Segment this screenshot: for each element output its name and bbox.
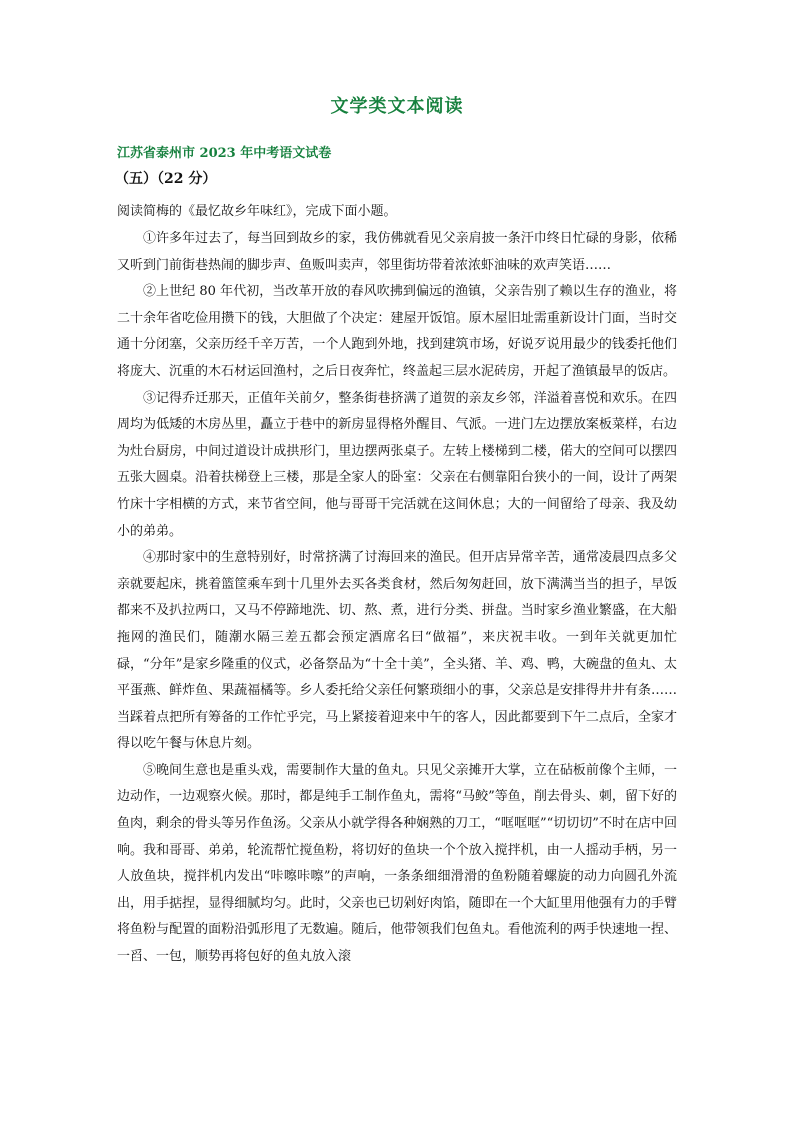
paragraph-3: ③记得乔迁那天，正值年关前夕，整条街巷挤满了道贺的亲友乡邻，洋溢着喜悦和欢乐。在四周均为低矮的木房丛里，矗立于巷中的新房显得格外醒目、气派。一进门左边摆放案板菜样，右边为灶台厨房，中间过道设计成拱形门，里边摆两张桌子。左转上楼梯到二楼，偌大的空间可以摆四五张大圆桌。沿着扶梯登上三楼，那是全家人的卧室：父亲在右侧靠阳台狭小的一间，设计了两架竹床十字相横的方式，来节省空间，他与哥哥干完活就在这间休息；大的一间留给了母亲、我及幼小的弟弟。 xyxy=(117,390,677,539)
exam-source: 江苏省泰州市 2023 年中考语文试卷 xyxy=(117,146,332,161)
page-title: 文学类文本阅读 xyxy=(330,96,464,117)
paragraph-4: ④那时家中的生意特别好，时常挤满了讨海回来的渔民。但开店异常辛苦，通常凌晨四点多父亲就要起床，挑着篮筐乘车到十几里外去买各类食材，然后匆匆赶回，放下满满当当的担子，早饭都来不及扒拉两口，又马不停蹄地洗、切、熬、煮，进行分类、拼盘。当时家乡渔业繁盛，在大船拖网的渔民们，随潮水隔三差五都会预定酒席名曰“做福”，来庆祝丰收。一到年关就更加忙碌，“分年”是家乡隆重的仪式，必备祭品为“十全十美”，全头猪、羊、鸡、鸭，大碗盘的鱼丸、太平蛋燕、鲜炸鱼、果蔬福橘等。乡人委托给父亲任何繁琐细小的事，父亲总是安排得井井有条……当踩着点把所有筹备的工作忙乎完，马上紧接着迎来中午的客人，因此都要到下午二点后，全家才得以吃午餐与休息片刻。 xyxy=(117,550,677,752)
paragraph-2: ②上世纪 80 年代初，当改革开放的春风吹拂到偏远的渔镇，父亲告别了赖以生存的渔业，将二十余年省吃俭用攒下的钱，大胆做了个决定：建屋开饭馆。原木屋旧址需重新设计门面，当时交通十分闭塞，父亲历经千辛万苦，一个人跑到外地，找到建筑市场，好说歹说用最少的钱委托他们将庞大、沉重的木石材运回渔村，之后日夜奔忙，终盖起三层水泥砖房，开起了渔镇最早的饭店。 xyxy=(117,284,677,379)
paragraph-5: ⑤晚间生意也是重头戏，需要制作大量的鱼丸。只见父亲摊开大掌，立在砧板前像个主师，一边动作，一边观察火候。那时，都是纯手工制作鱼丸，需将“马鲛”等鱼，削去骨头、刺，留下好的鱼肉，剩余的骨头等另作鱼汤。父亲从小就学得各种娴熟的刀工，“哐哐哐”“切切切”不时在店中回响。我和哥哥、弟弟，轮流帮忙搅鱼粉，将切好的鱼块一个个放入搅拌机，由一人摇动手柄，另一人放鱼块，搅拌机内发出“咔嚓咔嚓”的声响，一条条细细滑滑的鱼粉随着螺旋的动力向圆孔外流出，用手掂捏，显得细腻均匀。此时，父亲也已切剁好肉馅，随即在一个大缸里用他强有力的手臂将鱼粉与配置的面粉沿弧形甩了无数遍。随后，他带领我们包鱼丸。看他流利的两手快速地一捏、一舀、一包，顺势再将包好的鱼丸放入滚 xyxy=(117,762,677,965)
article-body xyxy=(117,226,677,971)
reading-instruction: 阅读简梅的《最忆故乡年味红》，完成下面小题。 xyxy=(117,204,397,219)
section-heading: （五）（22 分） xyxy=(115,171,217,187)
paragraph-1: ①许多年过去了，每当回到故乡的家，我仿佛就看见父亲肩披一条汗巾终日忙碌的身影，依稀又听到门前街巷热闹的脚步声、鱼贩叫卖声，邻里街坊带着浓浓虾油味的欢声笑语…… xyxy=(117,231,677,273)
